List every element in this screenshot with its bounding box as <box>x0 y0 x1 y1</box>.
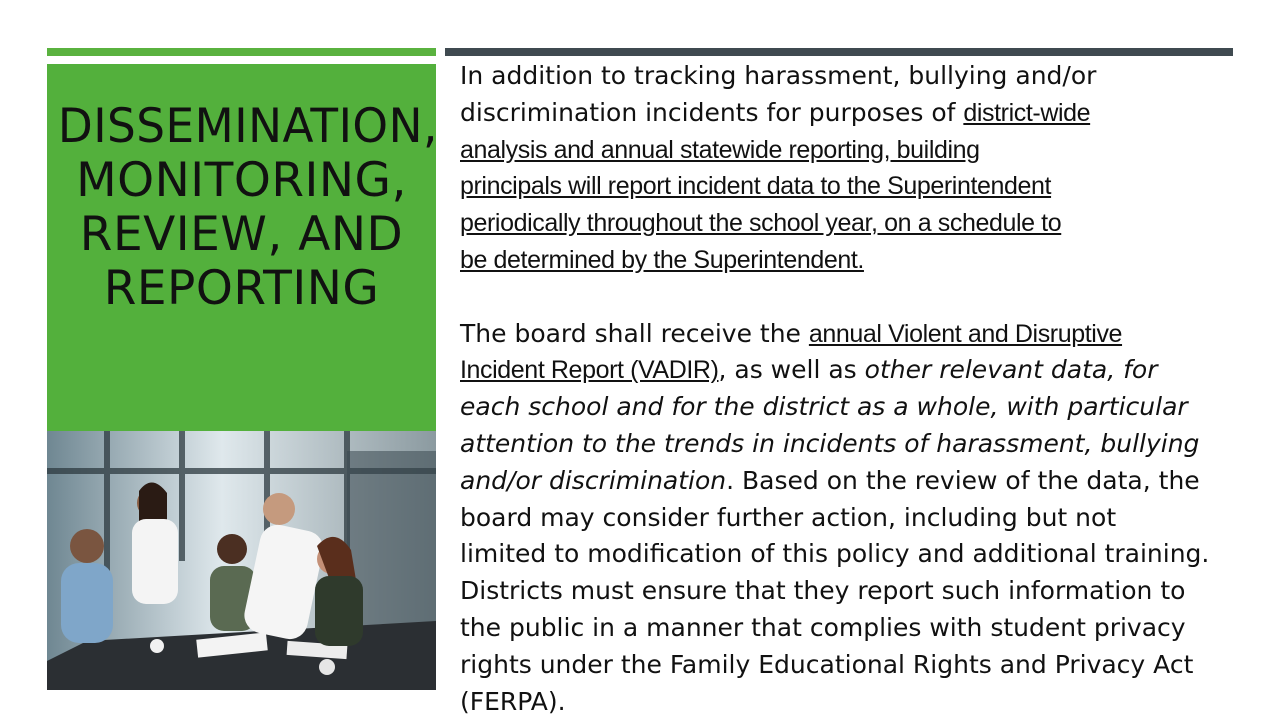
meeting-photo-icon <box>47 431 436 690</box>
district-reporting-link: district-wide <box>963 98 1091 127</box>
p2-line-2-text: , as well as <box>718 355 865 385</box>
top-accent-bar-green <box>47 48 436 56</box>
body-text <box>460 58 1240 720</box>
p1-line-1: In addition to tracking harassment, bullying and/or <box>460 61 1097 90</box>
p2-line-9: the public in a manner that complies with student privacy <box>460 612 1186 642</box>
p2-italic-5: and/or discrimination <box>460 465 727 495</box>
p1-line-2-text: discrimination incidents for purposes of <box>460 97 964 127</box>
p2-line-7: limited to modification of this policy and additional training. <box>460 539 1210 569</box>
p1-underlined-5: periodically throughout the school year, on a schedule to <box>460 209 1062 238</box>
p2-line-1-text: The board shall receive the <box>460 318 809 348</box>
p1-underlined-3: analysis and annual statewide reporting, building <box>460 135 980 164</box>
p2-line-11: (FERPA). <box>460 686 566 716</box>
p1-line-5 <box>460 205 1240 242</box>
paragraph-board <box>460 316 1240 720</box>
p1-line-6 <box>460 242 1240 279</box>
vadir-link-part-1: annual Violent and Disruptive <box>808 319 1123 348</box>
p2-line-6: board may consider further action, including but not <box>460 502 1117 532</box>
p2-line-2 <box>460 352 1240 389</box>
title-panel <box>47 64 436 431</box>
p1-line-3 <box>460 132 1240 169</box>
p2-italic-3: each school and for the district as a whole, with particular <box>460 392 1188 422</box>
meeting-photo <box>47 431 436 690</box>
title-line-4: REPORTING <box>103 261 380 316</box>
p2-line-5 <box>460 463 1240 500</box>
paragraph-tracking <box>460 58 1240 279</box>
p1-underlined-6: be determined by the Superintendent. <box>460 245 864 274</box>
p2-line-8: Districts must ensure that they report such information to <box>460 576 1186 606</box>
title-line-1: DISSEMINATION, <box>57 99 438 154</box>
p2-line-1 <box>460 316 1240 353</box>
title-line-3: REVIEW, AND <box>79 207 404 262</box>
p2-italic-2: other relevant data, for <box>864 355 1158 385</box>
p2-line-10: rights under the Family Educational Rights and Privacy Act <box>460 649 1194 679</box>
paragraph-spacer <box>460 279 1240 316</box>
p1-line-2 <box>460 95 1240 132</box>
p2-line-5-text: . Based on the review of the data, the <box>726 465 1200 495</box>
p1-line-4 <box>460 168 1240 205</box>
p1-underlined-4: principals will report incident data to the Superintendent <box>460 172 1052 201</box>
p2-line-4 <box>460 426 1240 463</box>
top-accent-bar-dark <box>445 48 1233 56</box>
p2-italic-4: attention to the trends in incidents of harassment, bullying <box>460 428 1200 458</box>
p2-line-3 <box>460 389 1240 426</box>
vadir-link-part-2: Incident Report (VADIR) <box>460 356 719 385</box>
slide-title <box>47 100 436 316</box>
title-line-2: MONITORING, <box>76 153 407 208</box>
